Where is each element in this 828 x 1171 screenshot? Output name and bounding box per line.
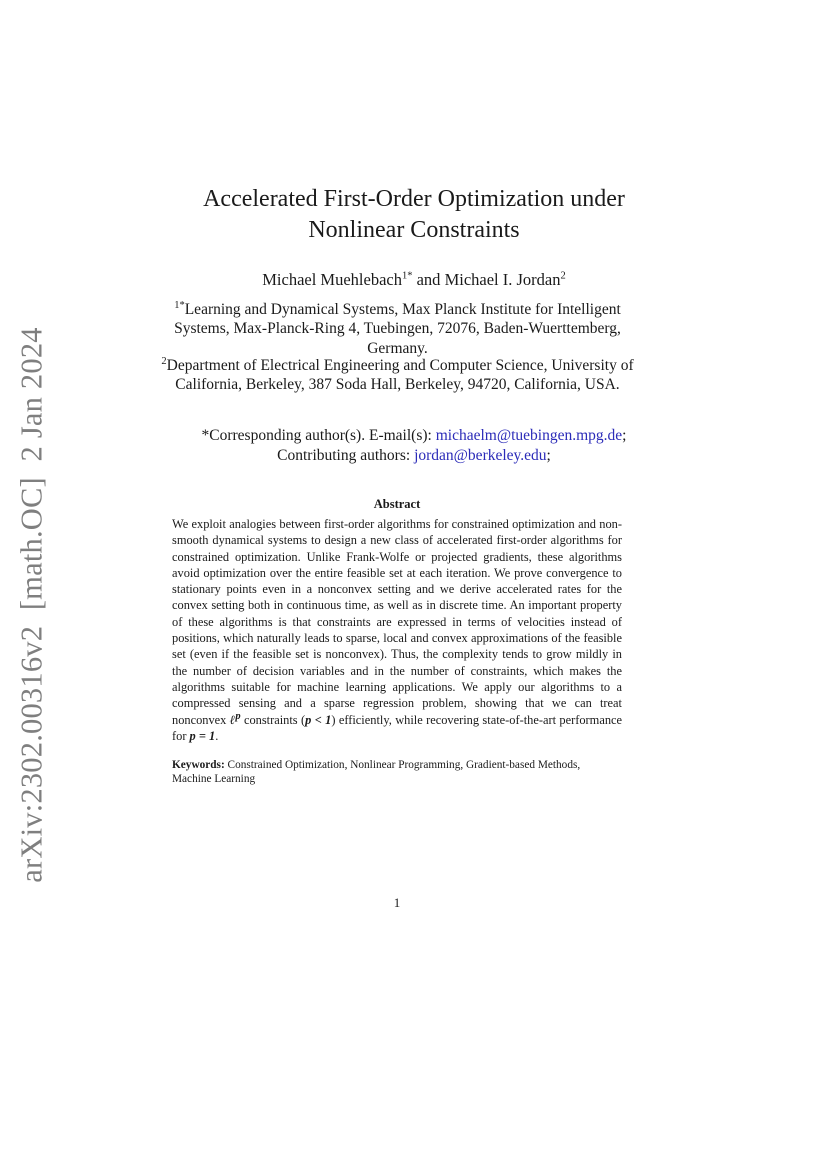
email-1-suffix: ; [622,427,627,444]
author-1-mark: 1* [401,270,413,282]
math-ell: ℓ [229,712,236,727]
math-lp-symbol [229,710,241,727]
affiliation-1-text: Learning and Dynamical Systems, Max Planck Institute for Intelligent Systems, Max-Planck-Ring 4, Tuebingen, 72076, Baden-Wuerttemberg, Germany. [174,301,621,357]
abstract-heading: Abstract [373,497,421,511]
email-link-muehlebach[interactable]: michaelm@tuebingen.mpg.de [435,427,623,444]
affiliation-2-mark: 2 [161,355,167,367]
author-2-mark: 2 [560,270,566,282]
math-ell-exponent: p [235,710,241,722]
email-2-suffix: ; [546,446,551,464]
math-p-less-than-1: p < 1 [305,712,332,727]
keywords-label: Keywords: [172,759,225,771]
arxiv-identifier: arXiv:2302.00316v2 [math.OC] 2 Jan 2024 [14,327,49,883]
corresponding-prefix: *Corresponding author(s). E-mail(s): [201,427,436,444]
author-2-name: Michael I. Jordan [444,270,561,289]
author-list [0,270,828,290]
author-conjunction: and [412,270,445,289]
abstract-main-text: We exploit analogies between first-order algorithms for constrained optimization and non-smooth dynamical systems to design a new class of accelerated first-order algorithms for constrained optimization. Unlike Frank-Wolfe or projected gradients, these algorithms avoid optimization over the entire feasible set at each iteration. We prove convergence to stationary points even in a nonconvex setting and we derive accelerated rates for the convex setting both in continuous time, as well as in discrete time. An important property of these algorithms is that constraints are expressed in terms of velocities instead of positions, which naturally leads to sparse, local and convex approximations of the feasible set (even if the feasible set is nonconvex). Thus, the complexity tends to grow mildly in the number of decision variables and in the number of constraints, which makes the algorithms suitable for machine learning applications. We apply our algorithms to a compressed sensing and a sparse regression problem, showing that we can treat nonconvex [172,517,622,727]
abstract-text [172,516,622,744]
math-p-equals-1: p = 1 [189,728,216,743]
affiliation-2-text: Department of Electrical Engineering and Computer Science, University of California, Berkeley, 387 Soda Hall, Berkeley, 94720, California, USA. [166,357,634,394]
title-line-1: Accelerated First-Order Optimization under [203,186,625,212]
paper-title [0,184,828,246]
author-1-name: Michael Muehlebach [262,270,402,289]
email-link-jordan[interactable]: jordan@berkeley.edu [414,446,547,464]
page-number: 1 [393,895,401,910]
affiliation-1 [150,300,645,358]
keywords-block [172,758,622,786]
abstract-end: . [215,728,219,743]
abstract-mid-text-2: ) efficiently, while recovering state-of-the-art performance for [172,712,623,743]
affiliation-1-mark: 1* [174,299,185,311]
contributing-prefix: Contributing authors: [277,446,415,464]
affiliation-2 [150,356,645,395]
keywords-text: Constrained Optimization, Nonlinear Programming, Gradient-based Methods, Machine Learning [172,759,584,785]
title-line-2: Nonlinear Constraints [308,217,520,243]
correspondence-block [0,426,828,465]
abstract-mid-text-1: constraints ( [240,712,306,727]
